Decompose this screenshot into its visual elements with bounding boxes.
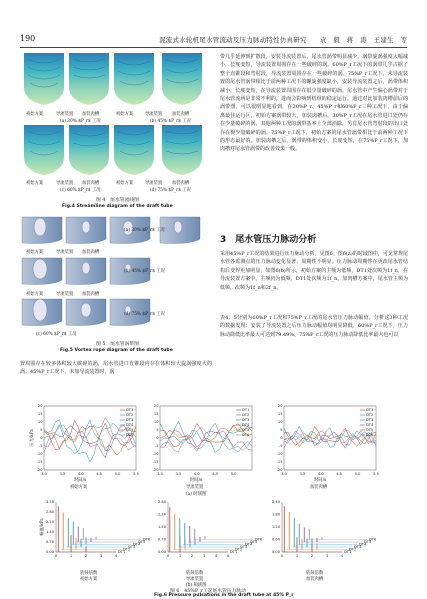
legend-entry: DT3 (126, 418, 134, 422)
x-tick-label: 4 (340, 554, 344, 558)
x-tick-label: 1 (295, 554, 299, 558)
x-tick-label: 0 (280, 554, 284, 558)
y-tick-label: -5 (154, 444, 159, 449)
legend-entry: DT3 (366, 418, 374, 422)
fig5-caption-en: Fig.5 Vortex rope diagram of the draft tube (60, 348, 173, 353)
legend-entry: DT5 (138, 540, 146, 544)
x-tick-label: 3.0 (281, 472, 287, 476)
legend-entry: DT6 (366, 433, 374, 437)
legend-entry: DT4 (245, 542, 253, 547)
y-tick-label: -5 (38, 444, 43, 449)
fig5-label: 初始方案 (26, 250, 44, 255)
y-tick-label: 0.00 (157, 550, 166, 555)
fig4-label: 加装肉槽 (172, 181, 190, 186)
fig4-sub-c: (c) 60% $P_r$ 工况 (60, 188, 101, 193)
freq-xlabel: 转频倍数 (306, 571, 324, 576)
legend-entry: DT4 (366, 423, 374, 427)
y-tick-label: 0.70 (45, 540, 54, 545)
streamline-panel (112, 53, 156, 107)
left-column-text: 置周围存在较多体积较大碳碎的涡，尾水管进口直锥段内存在体积较大旋涡强度大的涡。45%P_r工况下，未加导流装置时，涡 (20, 361, 212, 376)
y-tick-label: -15 (36, 460, 43, 465)
y-tick-label: 0.00 (271, 550, 280, 555)
y-tick-label: -20 (36, 468, 43, 473)
legend-entry: DT5 (126, 428, 134, 432)
header-rule (20, 47, 407, 48)
fig4-label: 导流装置 (145, 181, 163, 186)
right-column-para3: 表4、5分别为60%P_r工况和75%P_r工况的尾水管压力脉动幅值。分析这3种工况的数据发现：安装了导流装置之后压力脉动幅值均明显降低，60%P_r工况下，压力脉动降低比率最大可达到79.49%，75%P_r工况的压力脉动降低比率最大也可以 (220, 315, 408, 338)
fig5-sub-d: (d) 75% $P_r$ 工况 (124, 312, 165, 317)
time-domain-chart-3 (270, 402, 380, 486)
x-tick-label: 2 (310, 554, 314, 558)
streamline-panel (67, 125, 111, 177)
legend-entry: DT5 (366, 428, 374, 432)
legend-entry: DT6 (126, 433, 134, 437)
page-number: 190 (20, 34, 36, 43)
fig5-label: 导流装置 (56, 292, 74, 297)
legend-entry: DT4 (133, 542, 141, 547)
x-tick-label: 3 (325, 554, 329, 558)
y-tick-label: -20 (276, 468, 283, 473)
series-line-dt3 (284, 428, 376, 448)
x-tick-label: 4.0 (317, 472, 324, 476)
y-tick-label: 15 (37, 412, 43, 417)
y-tick-label: 2.80 (157, 500, 166, 505)
y-axis-label: 幅值/kPa (39, 518, 44, 536)
legend-entry: DT4 (242, 423, 250, 427)
y-tick-label: 1.20 (271, 525, 280, 530)
freq-scheme-label: 导流装置 (186, 577, 204, 582)
y-tick-label: 1.80 (271, 512, 280, 517)
legend-entry: DT1 (242, 408, 250, 412)
fig4-label: 导流装置 (56, 181, 74, 186)
x-tick-label: 5 (226, 554, 230, 558)
streamline-panel (112, 125, 156, 177)
freq-xlabel: 转频倍数 (186, 571, 204, 576)
running-title: 混流式水轮机尾水管流动及压力脉动特性仿真研究 袁 毅 蒋 涛 王建生 等 (159, 36, 407, 44)
legend-entry: DT2 (235, 547, 243, 552)
time-scheme-label: 加装肉槽 (310, 485, 328, 490)
fig4-label: 导流装置 (145, 112, 163, 117)
section-heading: 3 尾水管压力脉动分析 (220, 235, 317, 245)
y-tick-label: -15 (276, 460, 283, 465)
y-tick-label: 2.10 (157, 512, 166, 517)
y-tick-label: 1.40 (45, 530, 54, 535)
vortex-panel (22, 256, 204, 288)
y-tick-label: 15 (277, 412, 283, 417)
x-tick-label: 5.5 (133, 472, 139, 476)
y-tick-label: 3.50 (45, 500, 54, 505)
x-tick-label: 1 (69, 554, 73, 558)
fig4-label: 加装肉槽 (82, 181, 100, 186)
legend-entry: DT2 (123, 547, 131, 552)
legend-entry: DT1 (366, 408, 374, 412)
fig5-label: 加装肉槽 (82, 250, 100, 255)
fig4-label: 加装肉槽 (172, 112, 190, 117)
fig6-caption-en: Fig.6 Pressure pulsations in the draft tube at 45% P_r (154, 593, 294, 598)
y-tick-label: -10 (276, 452, 283, 457)
time-domain-chart-2 (146, 402, 256, 486)
time-scheme-label: 导流装置 (186, 485, 204, 490)
y-tick-label: 0.70 (157, 537, 166, 542)
fig4-label: 初始方案 (26, 181, 44, 186)
x-tick-label: 3.5 (59, 472, 66, 476)
fig4-sub-b: (b) 45% $P_r$ 工况 (150, 119, 191, 124)
fig4-sub-a: (a) 30% $P_r$ 工况 (60, 119, 101, 124)
y-tick-label: 10 (153, 420, 159, 425)
x-tick-label: 3 (99, 554, 103, 558)
x-tick-label: 4 (214, 554, 218, 558)
y-tick-label: 0.60 (271, 537, 280, 542)
y-tick-label: 2.10 (45, 520, 54, 525)
fig6-caption-cn: 图 6 45%P_r工况尾水管压力脉动 (170, 589, 246, 594)
legend-entry: DT3 (242, 418, 250, 422)
fig5-sub-a: (a) 30% $P_r$ 工况 (124, 228, 165, 233)
streamline-panel (22, 125, 66, 177)
legend-entry: DT3 (354, 545, 362, 549)
fig5-sub-b: (b) 45% $P_r$ 工况 (124, 269, 165, 274)
x-tick-label: 3.0 (41, 472, 47, 476)
y-tick-label: 20 (153, 404, 159, 409)
fig5-label: 加装肉槽 (82, 292, 100, 297)
legend-entry: DT1 (344, 550, 352, 554)
x-tick-label: 5.0 (114, 472, 121, 476)
fig5-sub-c: (c) 60% $P_r$ 工况 (36, 332, 77, 337)
fig5-caption-cn: 图 5 尾水管涡带图 (96, 342, 139, 347)
frequency-domain-chart-2 (152, 496, 262, 570)
fig4-label: 初始方案 (116, 181, 134, 186)
time-domain-chart-1 (30, 402, 140, 486)
x-tick-label: 4 (114, 554, 118, 558)
time-scheme-label: 初始方案 (70, 485, 88, 490)
page-header (20, 34, 407, 46)
y-tick-label: 5 (280, 428, 283, 433)
fig4-label: 导流装置 (56, 112, 74, 117)
legend-entry: DT6 (242, 433, 250, 437)
x-tick-label: 3.0 (157, 472, 163, 476)
x-tick-label: 0 (54, 554, 58, 558)
legend-entry: DT5 (242, 428, 250, 432)
frequency-domain-chart-3 (266, 496, 386, 570)
legend-entry: DT1 (230, 550, 238, 554)
x-tick-label: 4.5 (336, 472, 343, 476)
legend-entry: DT1 (126, 408, 134, 412)
time-xlabel: 时间/s (314, 478, 327, 483)
fig4-caption-cn: 图 4 尾水管流线图 (96, 198, 139, 203)
legend-entry: DT2 (242, 413, 250, 417)
y-tick-label: 10 (37, 420, 43, 425)
y-tick-label: 0 (280, 436, 283, 441)
series-line-dt5 (160, 424, 252, 452)
y-tick-label: -15 (152, 460, 159, 465)
x-tick-label: 5.0 (230, 472, 237, 476)
y-tick-label: 5 (40, 428, 43, 433)
y-tick-label: 0.00 (45, 550, 54, 555)
y-tick-label: 1.40 (157, 525, 166, 530)
x-tick-label: 1 (178, 554, 182, 558)
y-tick-label: 2.80 (45, 510, 54, 515)
x-tick-label: 4.5 (96, 472, 103, 476)
fig6-sub-a: (a) 时域图 (186, 492, 207, 497)
fig4-label: 初始方案 (26, 112, 44, 117)
x-tick-label: 4.0 (77, 472, 84, 476)
x-tick-label: 3.5 (299, 472, 306, 476)
fig4-label: 初始方案 (116, 112, 134, 117)
legend-entry: DT4 (359, 542, 367, 547)
x-tick-label: 4.0 (193, 472, 200, 476)
vortex-panel (22, 213, 204, 247)
legend-entry: DT4 (126, 423, 134, 427)
y-tick-label: 15 (153, 412, 159, 417)
y-tick-label: -10 (152, 452, 159, 457)
streamline-panel (22, 53, 66, 107)
x-tick-label: 2 (190, 554, 194, 558)
x-tick-label: 0 (166, 554, 170, 558)
legend-entry: DT3 (128, 545, 136, 549)
plot-frame (44, 406, 136, 470)
legend-entry: DT5 (250, 540, 258, 544)
streamline-panel (160, 125, 204, 177)
legend-entry: DT2 (126, 413, 134, 417)
legend-entry: DT6 (143, 537, 151, 542)
x-tick-label: 2 (84, 554, 88, 558)
right-column-para1: 带几乎延伸到扩散段，安装导流装置后，尾水管涡带明显减少，涡带旋涡强度大幅减小，长度变短，导流装置周围存在一些破碎的涡。60%P_r工况下的涡带几乎占据了整个直锥段和弯肘段，导流装置周围存在一些破碎的涡。75%P_r工况下，未导流装置的尾水管涡带相比于前两种工况下的螺旋强度缺小，安装导流装置之后，涡带体积减小，长度变短，在导流装置周围存在很少量破碎的涡。尾水管中产生偏心涡带对于尾水管流场是非常不利的，进而会影响到机组的稳定运行。通过对比加装肉槽前后的涡带图，可以很明显地看到，在30%P_r、45%P_r和60%P_r三种工况下，由于偏离最佳运行区，初始方案涡带较大。加装肉槽后，30%P_r工况在尾水管进口处仍存在少量破碎的涡，其他两种工况的涡带基本上全部消除，另有尾水管弯肘段的出口处存在极少量破碎的涡。75%P_r工况下，初始方案的尾水管涡带相比于前两种工况下的形态最好的。加装肉槽之后，涡带的体积变小，长度变短，在75%P_r工况下，加肉槽对尾水管涡带的改善效果一般。 (220, 54, 408, 153)
y-tick-label: -10 (36, 452, 43, 457)
frequency-domain-chart-1 (40, 496, 150, 570)
fig4-sub-d: (d) 75% $P_r$ 工况 (150, 188, 191, 193)
legend-entry: DT6 (255, 537, 263, 542)
y-tick-label: -20 (152, 468, 159, 473)
freq-scheme-label: 初始方案 (80, 577, 98, 582)
time-xlabel: 时间/s (74, 478, 87, 483)
y-tick-label: 5 (156, 428, 159, 433)
fig5-label: 导流装置 (56, 250, 74, 255)
series-line-dt2 (160, 421, 252, 452)
legend-entry: DT5 (364, 540, 372, 544)
fig6-sub-b: (b) 频域图 (186, 583, 207, 588)
legend-entry: DT1 (118, 550, 126, 554)
x-tick-label: 5.5 (373, 472, 379, 476)
x-tick-label: 3.5 (175, 472, 182, 476)
fig5-label: 初始方案 (26, 292, 44, 297)
y-tick-label: -5 (278, 444, 283, 449)
time-xlabel: 时间/s (190, 478, 203, 483)
legend-entry: DT2 (366, 413, 374, 417)
legend-entry: DT6 (369, 537, 377, 542)
legend-entry: DT2 (349, 547, 357, 552)
y-tick-label: 20 (277, 404, 283, 409)
freq-xlabel: 转频倍数 (80, 571, 98, 576)
y-tick-label: 20 (37, 404, 43, 409)
y-tick-label: 0 (156, 436, 159, 441)
right-column-para2: 采用45%P_r工况的结果进行压力脉动分析，见图6。图6(a)的时域图中，可见常规尾水管各监测点的压力脉动变化显著，周期性不明显。压力脉动周期性在更改尾水管结构后变得更加明显，如图6(b)所示，初始方案的主频为低频，DT1处次频为1f_n，在导流装置方案中，主频仍为低频，DT1处次频为1f_n，加肉槽方案中，尾水管主频为低频，次频为1f_n和2f_n。 (220, 251, 408, 291)
freq-scheme-label: 加装肉槽 (306, 577, 324, 582)
streamline-panel (67, 53, 111, 107)
x-tick-label: 4.5 (212, 472, 219, 476)
x-tick-label: 3 (202, 554, 206, 558)
y-tick-label: 0 (40, 436, 43, 441)
vortex-panel (22, 297, 204, 331)
y-axis-label: 压力/kPa (29, 429, 34, 447)
x-tick-label: 5.0 (354, 472, 361, 476)
legend-entry: DT3 (240, 545, 248, 549)
y-tick-label: 10 (277, 420, 283, 425)
streamline-panel (160, 53, 204, 107)
fig4-caption-en: Fig.4 Streamline diagram of the draft tube (62, 204, 173, 209)
y-tick-label: 2.40 (271, 500, 280, 505)
fig4-label: 加装肉槽 (82, 112, 100, 117)
